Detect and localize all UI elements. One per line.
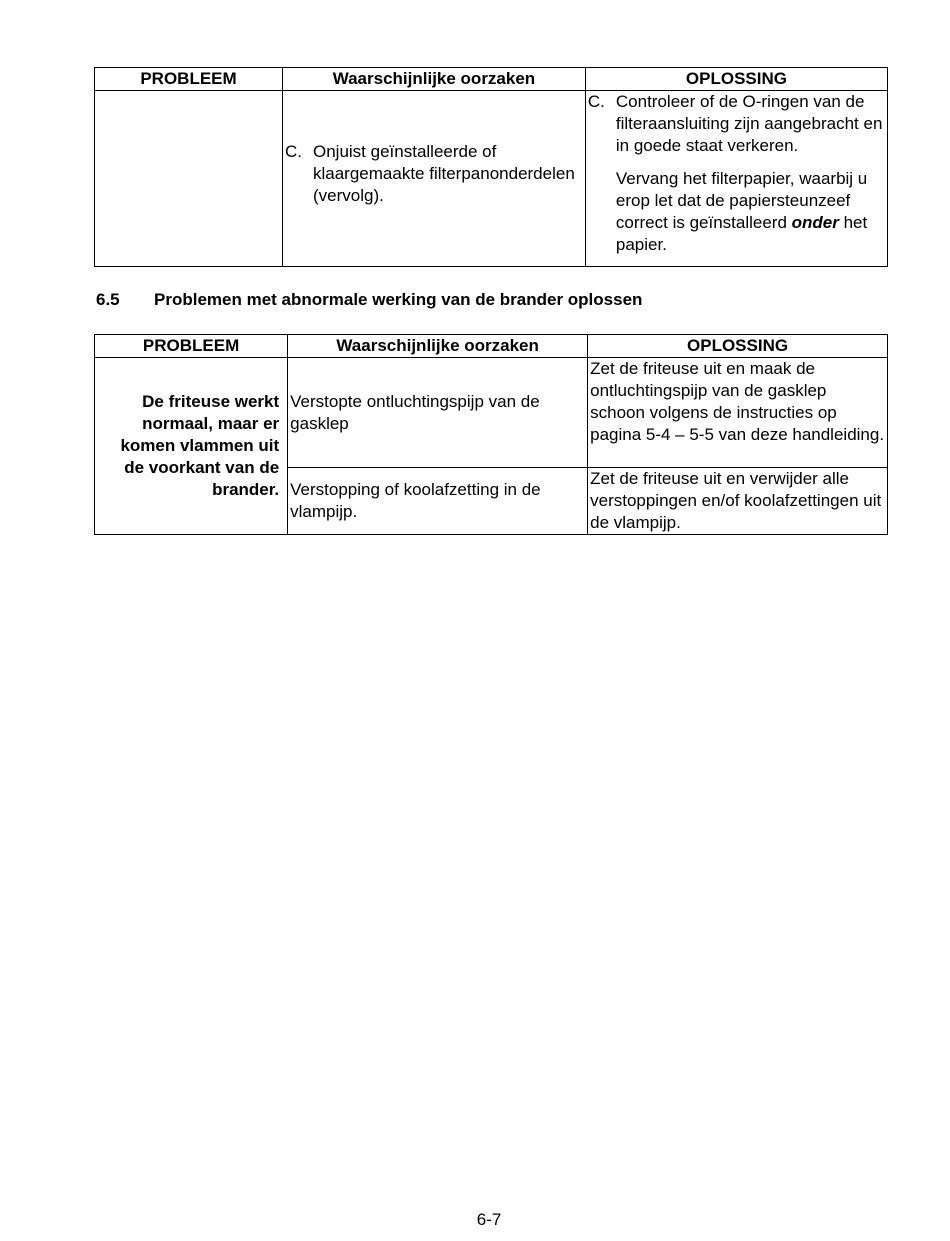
table-header-row [95, 68, 888, 91]
table-header-row [95, 335, 888, 358]
table-row [95, 358, 888, 468]
solution-letter: C. [587, 92, 605, 111]
solution-paragraph-2 [616, 168, 885, 256]
header-problem: PROBLEEM [95, 335, 288, 358]
problem-cell [95, 91, 283, 267]
page-number: 6-7 [476, 1210, 502, 1229]
solution-cell: Zet de friteuse uit en maak de ontluchtingspijp van de gasklep schoon volgens de instructies op pagina 5-4 – 5-5 van deze handleiding. [588, 358, 888, 468]
solution-cell: Zet de friteuse uit en verwijder alle verstoppingen en/of koolafzettingen uit de vlampijp. [588, 468, 888, 535]
header-causes: Waarschijnlijke oorzaken [283, 68, 586, 91]
cause-cell: Verstopping of koolafzetting in de vlampijp. [288, 468, 588, 535]
table-row [95, 91, 888, 267]
cause-cell: Verstopte ontluchtingspijp van de gasklep [288, 358, 588, 468]
section-heading [96, 290, 642, 310]
header-problem: PROBLEEM [95, 68, 283, 91]
section-title: Problemen met abnormale werking van de brander oplossen [154, 290, 643, 309]
troubleshooting-table-continued [94, 67, 888, 267]
header-causes: Waarschijnlijke oorzaken [288, 335, 588, 358]
solution-paragraph-1: Controleer of de O-ringen van de filteraansluiting zijn aangebracht en in goede staat verkeren. [615, 92, 883, 155]
header-solution: OPLOSSING [588, 335, 888, 358]
cause-letter: C. [285, 141, 302, 161]
solution-text-end: het papier. [615, 213, 868, 254]
solution-cell [585, 91, 887, 267]
burner-troubleshooting-table [94, 334, 888, 535]
problem-cell: De friteuse werkt normaal, maar er komen vlammen uit de voorkant van de brander. [95, 358, 288, 535]
emphasis-text: onder [791, 213, 839, 232]
header-solution: OPLOSSING [585, 68, 887, 91]
cause-cell [283, 91, 586, 267]
section-number: 6.5 [96, 290, 120, 309]
cause-text: Onjuist geïnstalleerde of klaargemaakte filterpanonderdelen (vervolg). [313, 141, 575, 205]
solution-text: Vervang het filterpapier, waarbij u erop let dat de papiersteunzeef correct is geïnstalleerd [615, 169, 868, 232]
